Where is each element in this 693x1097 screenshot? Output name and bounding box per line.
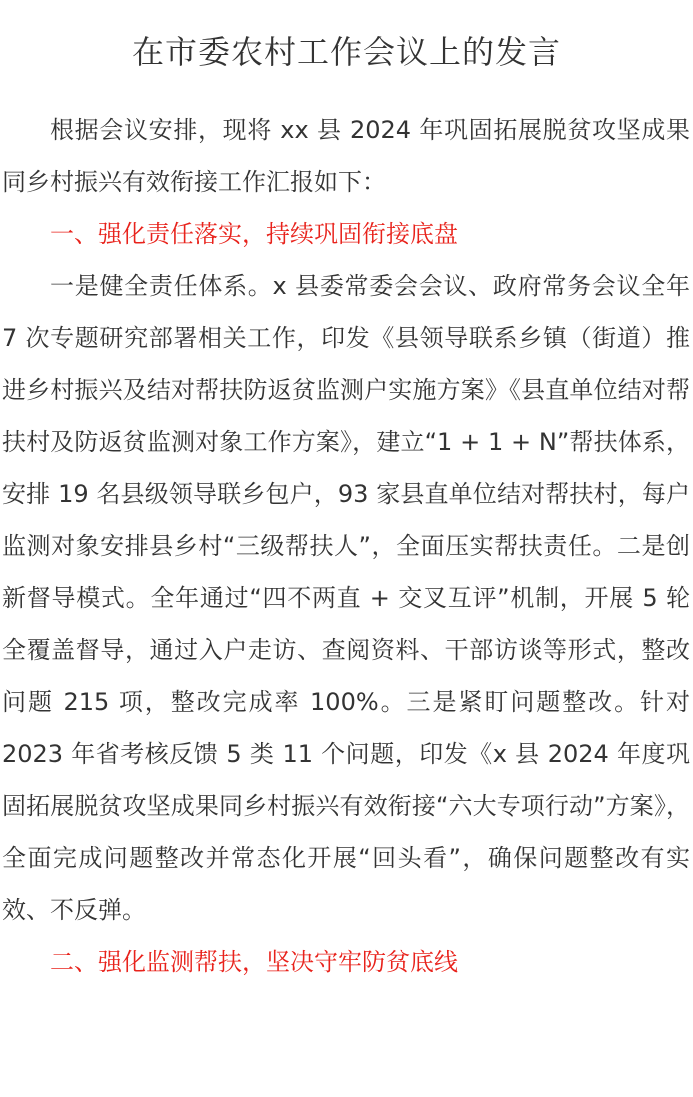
section-1-paragraph: 一是健全责任体系。x 县委常委会会议、政府常务会议全年 7 次专题研究部署相关工作，印发《县领导联系乡镇（街道）推进乡村振兴及结对帮扶防返贫监测户实施方案》《县直单位结对帮扶村及防返贫监测对象工作方案》，建立“1 + 1 + N”帮扶体系，安排 19 名县级领导联乡包户，93 家县直单位结对帮扶村，每户监测对象安排县乡村“三级帮扶人”，全面压实帮扶责任。二是创新督导模式。全年通过“四不两直 + 交叉互评”机制，开展 5 轮全覆盖督导，通过入户走访、查阅资料、干部访谈等形式，整改问题 215 项，整改完成率 100%。三是紧盯问题整改。针对 2023 年省考核反馈 5 类 11 个问题，印发《x 县 2024 年度巩固拓展脱贫攻坚成果同乡村振兴有效衔接“六大专项行动”方案》，全面完成问题整改并常态化开展“回头看”，确保问题整改有实效、不反弹。: [2, 272, 690, 924]
document-title: 在市委农村工作会议上的发言: [131, 33, 561, 71]
intro-paragraph: 根据会议安排，现将 xx 县 2024 年巩固拓展脱贫攻坚成果同乡村振兴有效衔接工作汇报如下：: [2, 116, 690, 196]
section-heading-2: 二、强化监测帮扶，坚决守牢防贫底线: [50, 948, 458, 976]
document-body: [2, 104, 690, 988]
section-heading-1: 一、强化责任落实，持续巩固衔接底盘: [50, 220, 458, 248]
